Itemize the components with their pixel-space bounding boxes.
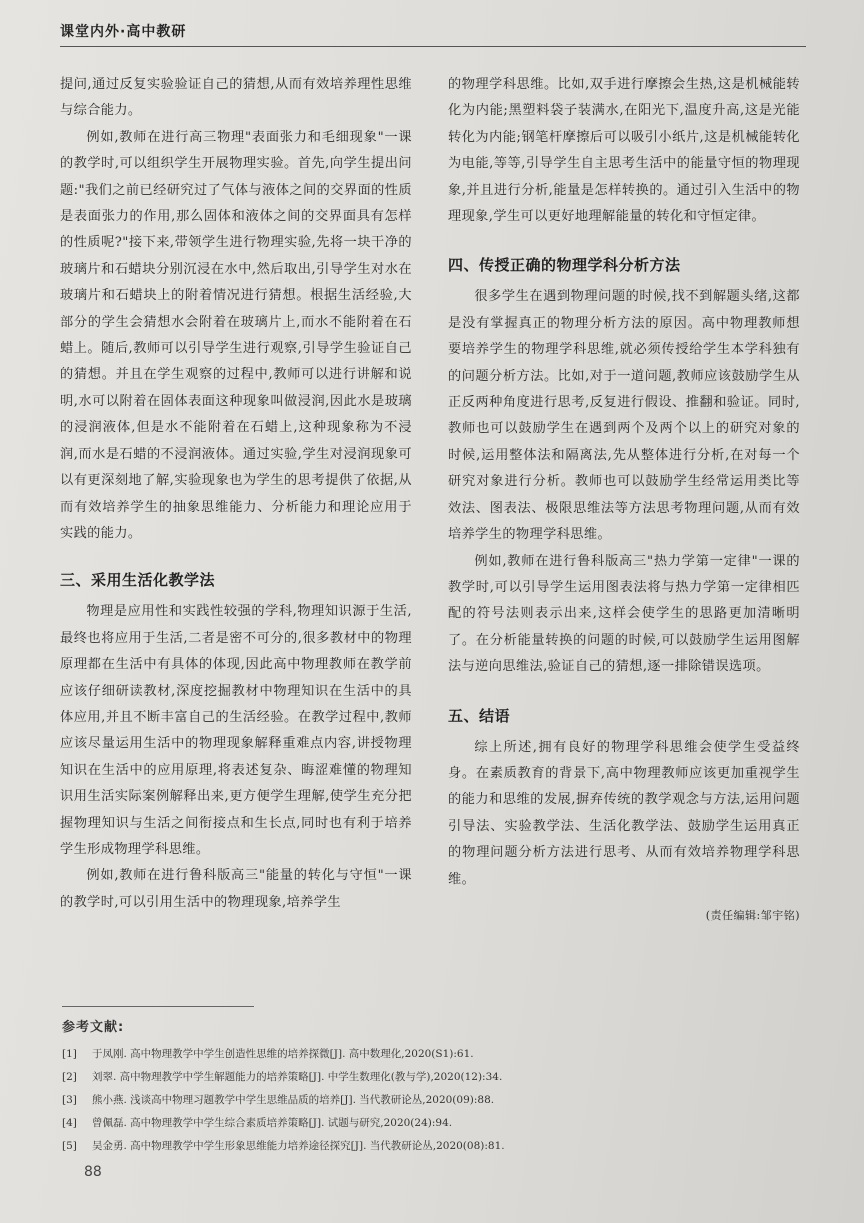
reference-number: [3]	[62, 1094, 77, 1106]
references	[62, 1016, 812, 1158]
paragraph: 很多学生在遇到物理问题的时候,找不到解题头绪,这都是没有掌握真正的物理分析方法的原因。高中物理教师想要培养学生的物理学科思维,就必须传授给学生本学科独有的问题分析方法。比如,对于一道问题,教师应该鼓励学生从正反两种角度进行思考,反复进行假设、推翻和验证。同时,教师也可以鼓励学生在遇到两个及两个以上的研究对象的时候,运用整体法和隔离法,先从整体进行分析,在对每一个研究对象进行分析。教师也可以鼓励学生经常运用类比等效法、图表法、极限思维法等方法思考物理问题,从而有效培养学生的物理学科思维。	[448, 289, 800, 543]
reference-text: 曾佩磊. 高中物理教学中学生综合素质培养策略[J]. 试题与研究,2020(24):94.	[92, 1117, 453, 1129]
reference-number: [4]	[62, 1117, 77, 1129]
paragraph: 的物理学科思维。比如,双手进行摩擦会生热,这是机械能转化为内能;黑塑料袋子装满水,在阳光下,温度升高,这是光能转化为内能;钢笔杆摩擦后可以吸引小纸片,这是机械能转化为电能,等等,引导学生自主思考生活中的能量守恒的物理现象,并且进行分析,能量是怎样转换的。通过引入生活中的物理现象,学生可以更好地理解能量的转化和守恒定律。	[448, 77, 800, 225]
references-divider	[62, 1006, 254, 1007]
reference-text: 吴金勇. 高中物理教学中学生形象思维能力培养途径探究[J]. 当代教研论丛,2020(08):81.	[92, 1140, 505, 1152]
reference-number: [1]	[62, 1048, 77, 1060]
reference-item	[62, 1066, 812, 1089]
reference-number: [5]	[62, 1140, 77, 1152]
paragraph: 物理是应用性和实践性较强的学科,物理知识源于生活,最终也将应用于生活,二者是密不可分的,很多教材中的物理原理都在生活中有具体的体现,因此高中物理教师在教学前应该仔细研读教材,深度挖掘教材中物理知识在生活中的具体应用,并且不断丰富自己的生活经验。在教学过程中,教师应该尽量运用生活中的物理现象解释重难点内容,讲授物理知识在生活中的应用原理,将表述复杂、晦涩难懂的物理知识用生活实际案例解释出来,更方便学生理解,使学生充分把握物理知识与生活之间衔接点和生长点,同时也有利于培养学生形成物理学科思维。	[60, 604, 412, 857]
running-header: 课堂内外·高中教研	[60, 18, 806, 47]
editor-note: (责任编辑:邹宇铭)	[705, 908, 800, 922]
right-column	[448, 72, 800, 929]
paragraph: 提问,通过反复实验验证自己的猜想,从而有效培养理性思维与综合能力。	[60, 77, 412, 119]
reference-number: [2]	[62, 1071, 77, 1083]
reference-item	[62, 1043, 812, 1066]
paragraph: 例如,教师在进行鲁科版高三"热力学第一定律"一课的教学时,可以引导学生运用图表法将与热力学第一定律相匹配的符号法则表示出来,这样会使学生的思路更加清晰明了。在分析能量转换的问题的时候,可以鼓励学生运用图解法与逆向思维法,验证自己的猜想,逐一排除错误选项。	[448, 553, 800, 675]
section-heading-4: 四、传授正确的物理学科分析方法	[448, 256, 681, 275]
reference-text: 于凤刚. 高中物理教学中学生创造性思维的培养探微[J]. 高中数理化,2020(S1):61.	[92, 1048, 474, 1060]
left-column	[60, 72, 412, 916]
section-heading-3: 三、采用生活化教学法	[60, 571, 216, 590]
reference-item	[62, 1089, 812, 1112]
reference-item	[62, 1135, 812, 1158]
paragraph: 例如,教师在进行高三物理"表面张力和毛细现象"一课的教学时,可以组织学生开展物理实验。首先,向学生提出问题:"我们之前已经研究过了气体与液体之间的交界面的性质是表面张力的作用,那么固体和液体之间的交界面具有怎样的性质呢?"接下来,带领学生进行物理实验,先将一块干净的玻璃片和石蜡块分别沉浸在水中,然后取出,引导学生对水在玻璃片和石蜡块上的附着情况进行猜想。根据生活经验,大部分的学生会猜想水会附着在玻璃片上,而水不能附着在石蜡上。随后,教师可以引导学生进行观察,引导学生验证自己的猜想。并且在学生观察的过程中,教师可以进行讲解和说明,水可以附着在固体表面这种现象叫做浸润,因此水是玻璃的浸润液体,但是水不能附着在石蜡上,这种现象称为不浸润,而水是石蜡的不浸润液体。通过实验,学生对浸润现象可以有更深刻地了解,实验现象也为学生的思考提供了依据,从而有效培养学生的抽象思维能力、分析能力和理论应用于实践的能力。	[60, 129, 412, 541]
reference-item	[62, 1112, 812, 1135]
section-heading-5: 五、结语	[448, 706, 511, 725]
reference-text: 熊小燕. 浅谈高中物理习题教学中学生思维品质的培养[J]. 当代教研论丛,2020(09):88.	[92, 1094, 495, 1106]
reference-text: 刘翠. 高中物理教学中学生解题能力的培养策略[J]. 中学生数理化(教与学),2020(12):34.	[92, 1071, 503, 1083]
paragraph: 综上所述,拥有良好的物理学科思维会使学生受益终身。在素质教育的背景下,高中物理教师应该更加重视学生的能力和思维的发展,摒弃传统的教学观念与方法,运用问题引导法、实验教学法、生活化教学法、鼓励学生运用真正的物理问题分析方法进行思考、从而有效培养物理学科思维。	[448, 739, 800, 887]
page-number: 88	[84, 1164, 102, 1180]
paragraph: 例如,教师在进行鲁科版高三"能量的转化与守恒"一课的教学时,可以引用生活中的物理现象,培养学生	[60, 868, 412, 910]
references-title: 参考文献:	[62, 1020, 125, 1035]
